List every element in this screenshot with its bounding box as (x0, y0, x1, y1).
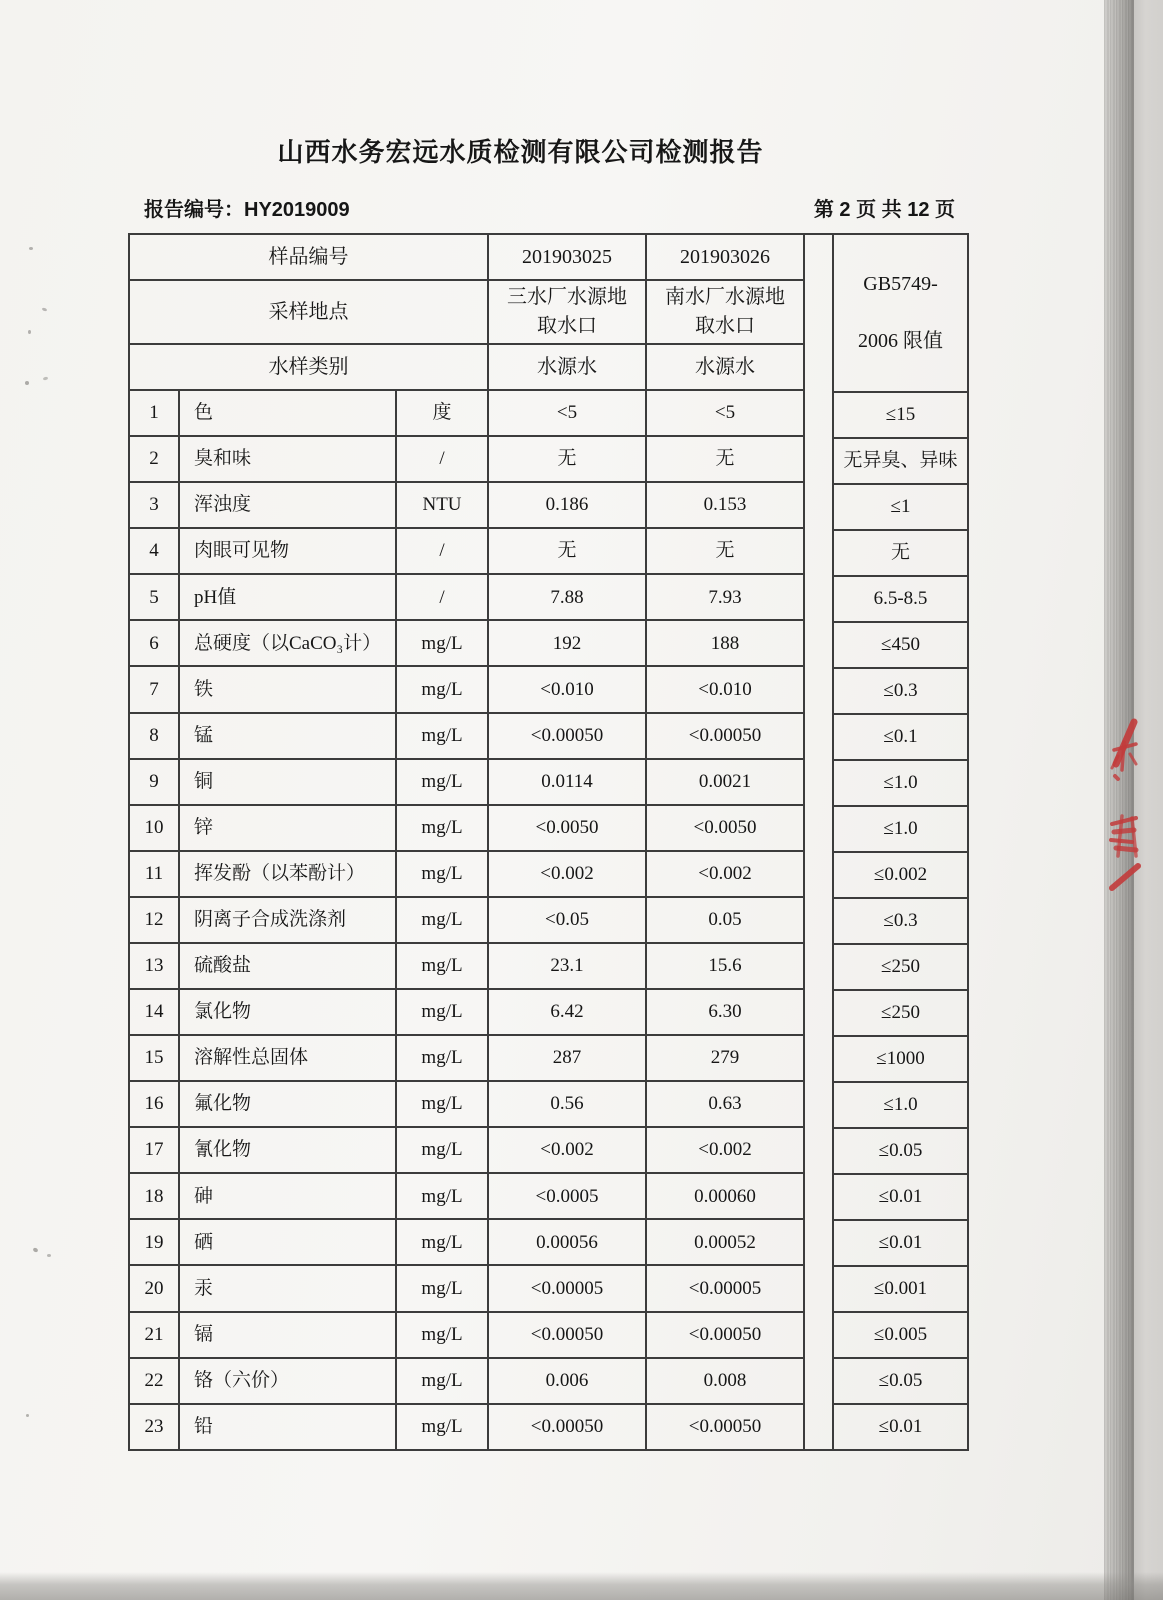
limit-value: ≤0.05 (833, 1128, 968, 1174)
item-unit: mg/L (396, 1265, 488, 1311)
row-number: 23 (129, 1404, 179, 1450)
limit-row (833, 760, 968, 806)
limit-row (833, 392, 968, 438)
row-number: 9 (129, 759, 179, 805)
limit-value: ≤0.3 (833, 668, 968, 714)
sample2-value: 279 (646, 1035, 804, 1081)
table-row (129, 943, 804, 989)
row-number: 6 (129, 620, 179, 666)
row-number: 22 (129, 1358, 179, 1404)
limit-value: ≤0.005 (833, 1312, 968, 1358)
item-unit: / (396, 528, 488, 574)
limit-table (832, 233, 969, 1451)
limit-row (833, 576, 968, 622)
sample2-value: 0.153 (646, 482, 804, 528)
sample2-value: 0.00052 (646, 1219, 804, 1265)
sample1-value: 7.88 (488, 574, 646, 620)
sample2-value: 7.93 (646, 574, 804, 620)
limit-row (833, 806, 968, 852)
row-number: 5 (129, 574, 179, 620)
sample1-id: 201903025 (488, 234, 646, 280)
item-unit: mg/L (396, 759, 488, 805)
limit-value: ≤0.01 (833, 1174, 968, 1220)
row-number: 10 (129, 805, 179, 851)
limit-value: ≤0.05 (833, 1358, 968, 1404)
row-number: 4 (129, 528, 179, 574)
sample1-value: <5 (488, 390, 646, 436)
item-name: 色 (179, 390, 396, 436)
limit-value: ≤1.0 (833, 806, 968, 852)
table-row (129, 1312, 804, 1358)
sample2-value: <0.00050 (646, 1404, 804, 1450)
item-name: 硒 (179, 1219, 396, 1265)
item-unit: mg/L (396, 713, 488, 759)
sample1-value: 23.1 (488, 943, 646, 989)
limit-row (833, 1266, 968, 1312)
item-name: 挥发酚（以苯酚计） (179, 851, 396, 897)
sample2-value: <0.0050 (646, 805, 804, 851)
row-number: 15 (129, 1035, 179, 1081)
table-row (129, 1081, 804, 1127)
limit-value: ≤15 (833, 392, 968, 438)
limit-value: 6.5-8.5 (833, 576, 968, 622)
results-table-area (128, 233, 969, 1451)
sample1-value: 0.00056 (488, 1219, 646, 1265)
sample1-value: <0.0005 (488, 1173, 646, 1219)
item-name: 浑浊度 (179, 482, 396, 528)
scan-speck (25, 381, 29, 385)
item-name: 总硬度（以CaCO₃计） (179, 620, 396, 666)
sample2-value: 0.0021 (646, 759, 804, 805)
header-row-type (129, 344, 804, 390)
item-name: pH值 (179, 574, 396, 620)
sample1-value: 0.006 (488, 1358, 646, 1404)
item-name: 氟化物 (179, 1081, 396, 1127)
item-unit: mg/L (396, 666, 488, 712)
table-row (129, 1127, 804, 1173)
limit-value: ≤1.0 (833, 1082, 968, 1128)
item-name: 氯化物 (179, 989, 396, 1035)
limit-row (833, 438, 968, 484)
item-name: 阴离子合成洗涤剂 (179, 897, 396, 943)
row-number: 20 (129, 1265, 179, 1311)
main-table-body (129, 390, 804, 1450)
limit-value: 无 (833, 530, 968, 576)
sample1-type: 水源水 (488, 344, 646, 390)
row-number: 7 (129, 666, 179, 712)
sample1-value: <0.00050 (488, 1312, 646, 1358)
sample1-location: 三水厂水源地取水口 (488, 280, 646, 344)
item-unit: mg/L (396, 1081, 488, 1127)
item-unit: mg/L (396, 805, 488, 851)
sample2-value: 6.30 (646, 989, 804, 1035)
item-unit: NTU (396, 482, 488, 528)
limit-value: ≤0.001 (833, 1266, 968, 1312)
limit-header-line2: 2006 限值 (858, 330, 944, 352)
scan-speck (28, 330, 31, 334)
sample2-value: 0.008 (646, 1358, 804, 1404)
type-label: 水样类别 (129, 344, 488, 390)
item-unit: 度 (396, 390, 488, 436)
limit-value: ≤1.0 (833, 760, 968, 806)
row-number: 8 (129, 713, 179, 759)
limit-row (833, 530, 968, 576)
sample2-value: 0.63 (646, 1081, 804, 1127)
item-name: 铜 (179, 759, 396, 805)
limit-value: ≤0.3 (833, 898, 968, 944)
limit-row (833, 1220, 968, 1266)
sample2-value: <0.002 (646, 1127, 804, 1173)
item-unit: mg/L (396, 943, 488, 989)
sample1-value: 0.0114 (488, 759, 646, 805)
item-name: 铁 (179, 666, 396, 712)
sample1-value: 287 (488, 1035, 646, 1081)
sample1-value: 0.56 (488, 1081, 646, 1127)
sample1-value: <0.002 (488, 851, 646, 897)
sample2-value: <0.010 (646, 666, 804, 712)
item-name: 锰 (179, 713, 396, 759)
scan-speck (29, 247, 33, 250)
red-stamp-fragment (1102, 706, 1146, 906)
item-unit: mg/L (396, 1312, 488, 1358)
limit-row (833, 714, 968, 760)
limit-header-cell (833, 234, 968, 392)
table-row (129, 1219, 804, 1265)
limit-row (833, 898, 968, 944)
table-row (129, 1358, 804, 1404)
sample2-value: <0.002 (646, 851, 804, 897)
row-number: 21 (129, 1312, 179, 1358)
row-number: 2 (129, 436, 179, 482)
page-title: 山西水务宏远水质检测有限公司检测报告 (277, 137, 764, 167)
item-unit: mg/L (396, 1127, 488, 1173)
item-name: 氰化物 (179, 1127, 396, 1173)
limit-value: ≤0.002 (833, 852, 968, 898)
results-table (128, 233, 805, 1451)
sample1-value: 无 (488, 528, 646, 574)
table-row (129, 759, 804, 805)
item-unit: mg/L (396, 897, 488, 943)
table-row (129, 805, 804, 851)
report-meta-row (128, 193, 965, 222)
item-unit: mg/L (396, 1219, 488, 1265)
limit-row (833, 852, 968, 898)
sample2-value: <0.00050 (646, 713, 804, 759)
table-row (129, 1265, 804, 1311)
table-row (129, 851, 804, 897)
sample2-location: 南水厂水源地取水口 (646, 280, 804, 344)
limit-value: ≤0.01 (833, 1220, 968, 1266)
limit-header-row (833, 234, 968, 392)
table-row (129, 390, 804, 436)
sample2-id: 201903026 (646, 234, 804, 280)
table-row (129, 989, 804, 1035)
sample1-value: 0.186 (488, 482, 646, 528)
table-row (129, 620, 804, 666)
table-row (129, 713, 804, 759)
limit-table-body (833, 234, 968, 1450)
limit-value: ≤0.01 (833, 1404, 968, 1450)
sample2-value: 0.00060 (646, 1173, 804, 1219)
item-name: 砷 (179, 1173, 396, 1219)
row-number: 12 (129, 897, 179, 943)
item-name: 肉眼可见物 (179, 528, 396, 574)
limit-row (833, 622, 968, 668)
row-number: 19 (129, 1219, 179, 1265)
item-unit: mg/L (396, 851, 488, 897)
sample-id-label: 样品编号 (129, 234, 488, 280)
header-row-location (129, 280, 804, 344)
table-row (129, 666, 804, 712)
table-row (129, 897, 804, 943)
limit-value: 无异臭、异味 (833, 438, 968, 484)
limit-row (833, 668, 968, 714)
sample2-value: 无 (646, 436, 804, 482)
limit-row (833, 1312, 968, 1358)
limit-row (833, 484, 968, 530)
limit-row (833, 1358, 968, 1404)
report-number: 报告编号：HY2019009 (144, 199, 350, 221)
item-name: 镉 (179, 1312, 396, 1358)
row-number: 1 (129, 390, 179, 436)
item-name: 锌 (179, 805, 396, 851)
item-unit: mg/L (396, 1173, 488, 1219)
sample1-value: <0.0050 (488, 805, 646, 851)
item-unit: mg/L (396, 989, 488, 1035)
limit-value: ≤250 (833, 944, 968, 990)
sample1-value: 6.42 (488, 989, 646, 1035)
item-name: 溶解性总固体 (179, 1035, 396, 1081)
table-row (129, 482, 804, 528)
limit-value: ≤450 (833, 622, 968, 668)
limit-row (833, 1036, 968, 1082)
limit-row (833, 1082, 968, 1128)
sample2-value: 0.05 (646, 897, 804, 943)
item-unit: mg/L (396, 1358, 488, 1404)
limit-value: ≤1 (833, 484, 968, 530)
sample1-value: 无 (488, 436, 646, 482)
sample1-value: <0.00050 (488, 1404, 646, 1450)
limit-value: ≤0.1 (833, 714, 968, 760)
sample1-value: 192 (488, 620, 646, 666)
row-number: 3 (129, 482, 179, 528)
sample1-value: <0.00050 (488, 713, 646, 759)
row-number: 17 (129, 1127, 179, 1173)
limit-value: ≤250 (833, 990, 968, 1036)
item-name: 硫酸盐 (179, 943, 396, 989)
sample2-value: <5 (646, 390, 804, 436)
row-number: 14 (129, 989, 179, 1035)
scan-bottom-shadow (0, 1572, 1163, 1600)
item-unit: / (396, 574, 488, 620)
limit-row (833, 944, 968, 990)
item-name: 铬（六价） (179, 1358, 396, 1404)
scan-speck (26, 1414, 29, 1417)
item-name: 臭和味 (179, 436, 396, 482)
item-name: 铅 (179, 1404, 396, 1450)
sample2-value: 无 (646, 528, 804, 574)
table-row (129, 1404, 804, 1450)
item-unit: mg/L (396, 620, 488, 666)
item-name: 汞 (179, 1265, 396, 1311)
sample1-value: <0.05 (488, 897, 646, 943)
table-row (129, 1035, 804, 1081)
limit-row (833, 1174, 968, 1220)
sample1-value: <0.010 (488, 666, 646, 712)
location-label: 采样地点 (129, 280, 488, 344)
sample2-value: <0.00050 (646, 1312, 804, 1358)
row-number: 13 (129, 943, 179, 989)
limit-header-line1: GB5749- (863, 273, 938, 295)
item-unit: / (396, 436, 488, 482)
limit-row (833, 990, 968, 1036)
limit-value: ≤1000 (833, 1036, 968, 1082)
sample2-value: 15.6 (646, 943, 804, 989)
table-row (129, 436, 804, 482)
row-number: 11 (129, 851, 179, 897)
page-indicator: 第 2 页 共 12 页 (813, 199, 955, 221)
limit-row (833, 1404, 968, 1450)
table-row (129, 528, 804, 574)
table-row (129, 1173, 804, 1219)
table-row (129, 574, 804, 620)
scan-speck (47, 1254, 51, 1257)
sample1-value: <0.00005 (488, 1265, 646, 1311)
header-row-sample-id (129, 234, 804, 280)
sample2-value: <0.00005 (646, 1265, 804, 1311)
item-unit: mg/L (396, 1404, 488, 1450)
row-number: 16 (129, 1081, 179, 1127)
table-gap-column (805, 233, 832, 1451)
sample2-type: 水源水 (646, 344, 804, 390)
row-number: 18 (129, 1173, 179, 1219)
limit-row (833, 1128, 968, 1174)
item-unit: mg/L (396, 1035, 488, 1081)
sample1-value: <0.002 (488, 1127, 646, 1173)
sample2-value: 188 (646, 620, 804, 666)
